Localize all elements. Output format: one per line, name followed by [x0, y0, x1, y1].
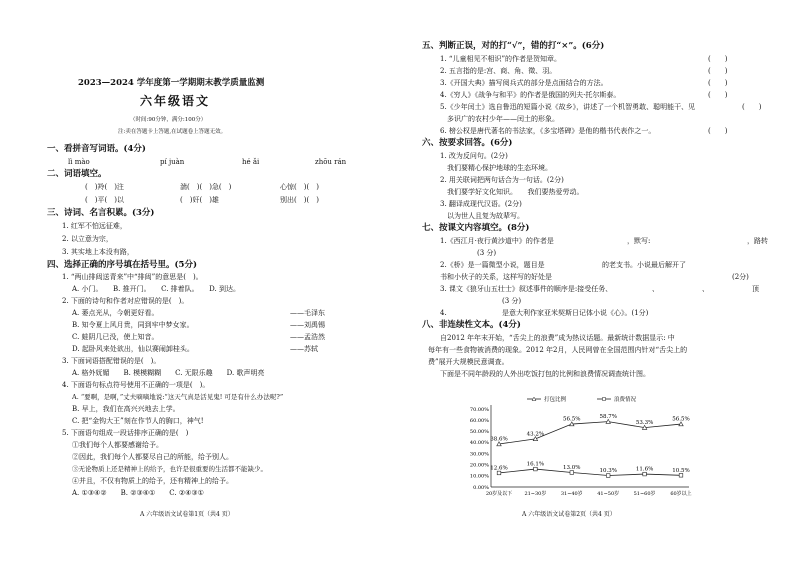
answer-1-text: 我们要精心保护地球的生态环境。	[440, 164, 552, 172]
data-label: 58.7%	[599, 414, 617, 421]
y-tick-label: 10.00%	[469, 473, 489, 480]
fill-5: ( )奸( )雄	[180, 196, 219, 204]
pinyin-3: hé ǎi	[242, 158, 260, 166]
section-8-title: 八、非连续性文本。(4分)	[422, 320, 521, 330]
section-5-title: 五、判断正误，对的打“√”，错的打“×”。(6分)	[422, 41, 605, 51]
subject-title: 六年级语文	[140, 94, 211, 108]
q4-option-c: C. 把“金钩大王”刻在作节人的胸口，神气!	[72, 417, 204, 425]
judge-2: 2. 五言指的是:宫、商、角、徵、羽。	[440, 67, 557, 75]
y-tick-label: 20.00%	[469, 462, 489, 469]
q3: 3. 下面词语搭配错误的是( )。	[62, 357, 161, 365]
answer-1: 1. 改为反问句。(2分)	[440, 152, 508, 160]
data-label: 10.3%	[599, 468, 617, 475]
fill-3: 心惊( )( )	[280, 183, 319, 191]
data-label: 11.6%	[635, 466, 654, 473]
poem-3: 3. 其实地上本没有路，	[62, 248, 134, 256]
section-6-title: 六、按要求回答。(6分)	[422, 138, 513, 148]
chart-marks	[490, 414, 689, 477]
data-point	[679, 474, 683, 478]
judge-5: 5.《少年闰土》选自鲁迅的短篇小说《故乡》，讲述了一个机智勇敢、聪明能干、见	[440, 103, 696, 111]
recite-1b: ，默写:	[627, 237, 651, 245]
judge-mark-5: ( )	[742, 103, 762, 111]
q5-options: A. ①③④② B. ②③④① C. ②④③①	[72, 489, 204, 497]
data-label: 12.6%	[490, 465, 508, 472]
judge-5-cont: 多识广的农村少年——闰土的形象。	[440, 115, 559, 123]
q4-option-a: A. “要啊，是啊，”丈夫嘀嘀地说:“这天气真是活见鬼! 可是有什么办法呢?”	[72, 393, 284, 401]
chart-axes	[470, 405, 692, 497]
q5-item-2: ②因此，我们每个人都要尽自己的所能，给予别人。	[72, 453, 233, 461]
recite-3c: 、	[702, 285, 709, 293]
data-label: 56.5%	[563, 416, 581, 423]
fill-2: 湍( )( )急( )	[180, 183, 232, 191]
text-para-1: 自2012 年年末开始，“舌尖上的浪费”成为热议话题。最新统计数据显示: 中	[440, 334, 675, 342]
judge-mark-6: ( )	[708, 127, 728, 135]
data-label: 16.1%	[526, 461, 545, 468]
y-tick-label: 40.00%	[469, 440, 489, 447]
recite-2b: 的老支书。小说最后解开了	[602, 261, 686, 269]
recite-3a: 3. 课文《狼牙山五壮士》叙述事件的顺序是:接受任务、	[440, 285, 613, 293]
recite-3b: 、	[652, 285, 659, 293]
recite-4b: 是意大利作家亚米契斯日记体小说《心》。(1分)	[502, 309, 649, 317]
q2-option-d: D. 起卧风来处欲出，仙以赛闹卸桂头。	[72, 345, 194, 353]
data-label: 10.5%	[672, 467, 690, 474]
q5-item-3: ③无论物质上还是精神上的给予，也许是很重要的生活都不能缺少。	[72, 465, 267, 473]
right-page	[402, 0, 794, 561]
section-4-title: 四、选择正确的序号填在括号里。(5分)	[47, 260, 197, 270]
q2-option-c: C. 蛙阴几已没，使上知音。	[72, 333, 159, 341]
answer-3: 3. 翻译成现代汉语。(2分)	[440, 200, 522, 208]
data-point	[570, 471, 574, 475]
pinyin-1: lì mào	[68, 158, 90, 166]
chart-intro: 下面是不同年龄段的人外出吃饭打包的比例和浪费情况调查统计图。	[440, 370, 650, 378]
judge-mark-1: ( )	[708, 55, 728, 63]
judge-6: 6. 榜公权是唐代著名的书法家，《多宝塔碑》是他的楷书代表作之一。	[440, 127, 656, 135]
chart-legend	[527, 395, 637, 403]
q2: 2. 下面的诗句和作者对应错误的是( )。	[62, 297, 189, 305]
fill-6: 别出( )( )	[280, 196, 319, 204]
x-tick-label: 31~40岁	[560, 491, 583, 497]
recite-1d: (3 分)	[477, 249, 497, 257]
q4: 4. 下面语句标点符号使用不正确的一项是( )。	[62, 381, 210, 389]
judge-mark-4: ( )	[708, 91, 728, 99]
recite-3d: 顶	[752, 285, 759, 293]
recite-4a: 4.	[440, 309, 447, 317]
x-tick-label: 20岁及以下	[485, 491, 513, 497]
q1-options: A. 小门。 B. 推开门。 C. 排着队。 D. 到达。	[72, 285, 240, 293]
y-tick-label: 60.00%	[469, 417, 489, 424]
legend-marker	[603, 398, 606, 401]
q4-option-b: B. 早上，我们在高兴兴地去上学。	[72, 405, 180, 413]
judge-mark-3: ( )	[708, 79, 728, 87]
q5-item-1: ①我们每个人都要感谢给予。	[72, 441, 163, 449]
data-label: 38.6%	[490, 436, 508, 443]
fill-1: ( )羚( )注	[85, 183, 124, 191]
survey-line-chart	[457, 395, 697, 500]
recite-2c: 书和小伙子的关系，这样写的好处是	[440, 273, 552, 281]
left-footer: A 六年级语文试卷第1页（共4 页）	[140, 511, 234, 518]
y-tick-label: 50.00%	[469, 429, 489, 436]
data-label: 43.2%	[526, 431, 545, 438]
poem-1: 1. 红军不怕远征难，	[62, 222, 127, 230]
answer-2: 2. 用关联词把两句话合为一句话。(2分)	[440, 176, 564, 184]
legend-label: 打包比例	[544, 397, 567, 403]
x-tick-label: 60岁以上	[670, 491, 692, 497]
poem-2: 2. 以立意为宗，	[62, 235, 113, 243]
section-1-title: 一、看拼音写词语。(4分)	[47, 144, 146, 154]
q2-option-b: B. 知令夏上风月贵，同到牢中梦女家。	[72, 321, 194, 329]
x-tick-label: 51~60岁	[633, 491, 656, 497]
q1: 1. “两山排闼送青来”中“排闼”的意思是( )。	[62, 273, 203, 281]
q2-author-d: ——苏轼	[290, 345, 318, 353]
judge-4: 4.《穷人》《战争与和平》的作者是俄国的列夫·托尔斯泰。	[440, 91, 621, 99]
q3-options: A. 格外妩媚 B. 模模糊糊 C. 无限乐趣 D. 歌声明亮	[72, 369, 265, 377]
text-para-2: 每年有一些食物被消费的现象。2012 年2月，人民网曾在全国范围内针对“舌尖上的	[428, 346, 688, 354]
section-2-title: 二、词语填空。	[47, 169, 107, 179]
judge-1: 1. “儿童相见不相识”的作者是贺知章。	[440, 55, 562, 63]
x-tick-label: 41~50岁	[597, 491, 620, 497]
recite-2a: 2.《桥》是一篇微型小说，题目是	[440, 261, 545, 269]
q2-author-c: ——孟浩然	[290, 333, 325, 341]
data-label: 56.5%	[672, 416, 690, 423]
exam-header: 2023—2024 学年度第一学期期末教学质量监测	[78, 78, 265, 88]
right-footer: A 六年级语文试卷第2页（共4 页）	[522, 511, 616, 518]
q2-author-a: ——毛泽东	[290, 309, 325, 317]
data-label: 53.3%	[635, 420, 654, 427]
judge-mark-2: ( )	[708, 67, 728, 75]
fill-4: ( )平( )以	[85, 196, 124, 204]
y-tick-label: 70.00%	[469, 406, 489, 413]
q5-item-4: ④并且，不仅有物质上的给予，还有精神上的给予。	[72, 477, 233, 485]
data-label: 13.0%	[563, 465, 581, 472]
answer-3-text: 以为世人且复为故辈写。	[440, 212, 524, 220]
exam-meta: （时间:90分钟，满分:100分）	[130, 117, 207, 123]
answer-2-text: 我们要学好文化知识。 我们要热爱劳动。	[440, 188, 584, 196]
legend-label: 浪费情况	[614, 397, 637, 403]
judge-3: 3.《开国大典》描写阅兵式的部分是点面结合的方法。	[440, 79, 608, 87]
recite-2d: (2分)	[732, 273, 749, 281]
section-3-title: 三、诗词、名言积累。(3分)	[47, 208, 155, 218]
pinyin-4: zhōu rán	[315, 158, 347, 166]
q2-author-b: ——刘禹锡	[290, 321, 325, 329]
q5: 5. 下面语句组成一段话排序正确的是( )	[62, 429, 189, 437]
exam-note: 注:卖在答题卡上答题,在试题卷上答题无效。	[118, 129, 227, 135]
data-point	[606, 474, 610, 478]
pinyin-2: pí juàn	[160, 158, 185, 166]
section-7-title: 七、按课文内容填空。(8分)	[422, 223, 530, 233]
y-tick-label: 0.00%	[473, 484, 489, 491]
recite-1c: ，路转	[747, 237, 768, 245]
y-tick-label: 30.00%	[469, 451, 489, 458]
data-point	[497, 471, 501, 475]
recite-3e: (3 分)	[502, 297, 522, 305]
data-point	[534, 467, 538, 471]
text-para-3: 费”展开大规模民意调查。	[428, 358, 509, 366]
data-point	[643, 472, 647, 476]
recite-1a: 1.《西江月·夜行黄沙道中》的作者是	[440, 237, 554, 245]
q2-option-a: A. 萎点光从，今朝更好看。	[72, 309, 159, 317]
x-tick-label: 21~30岁	[524, 491, 547, 497]
